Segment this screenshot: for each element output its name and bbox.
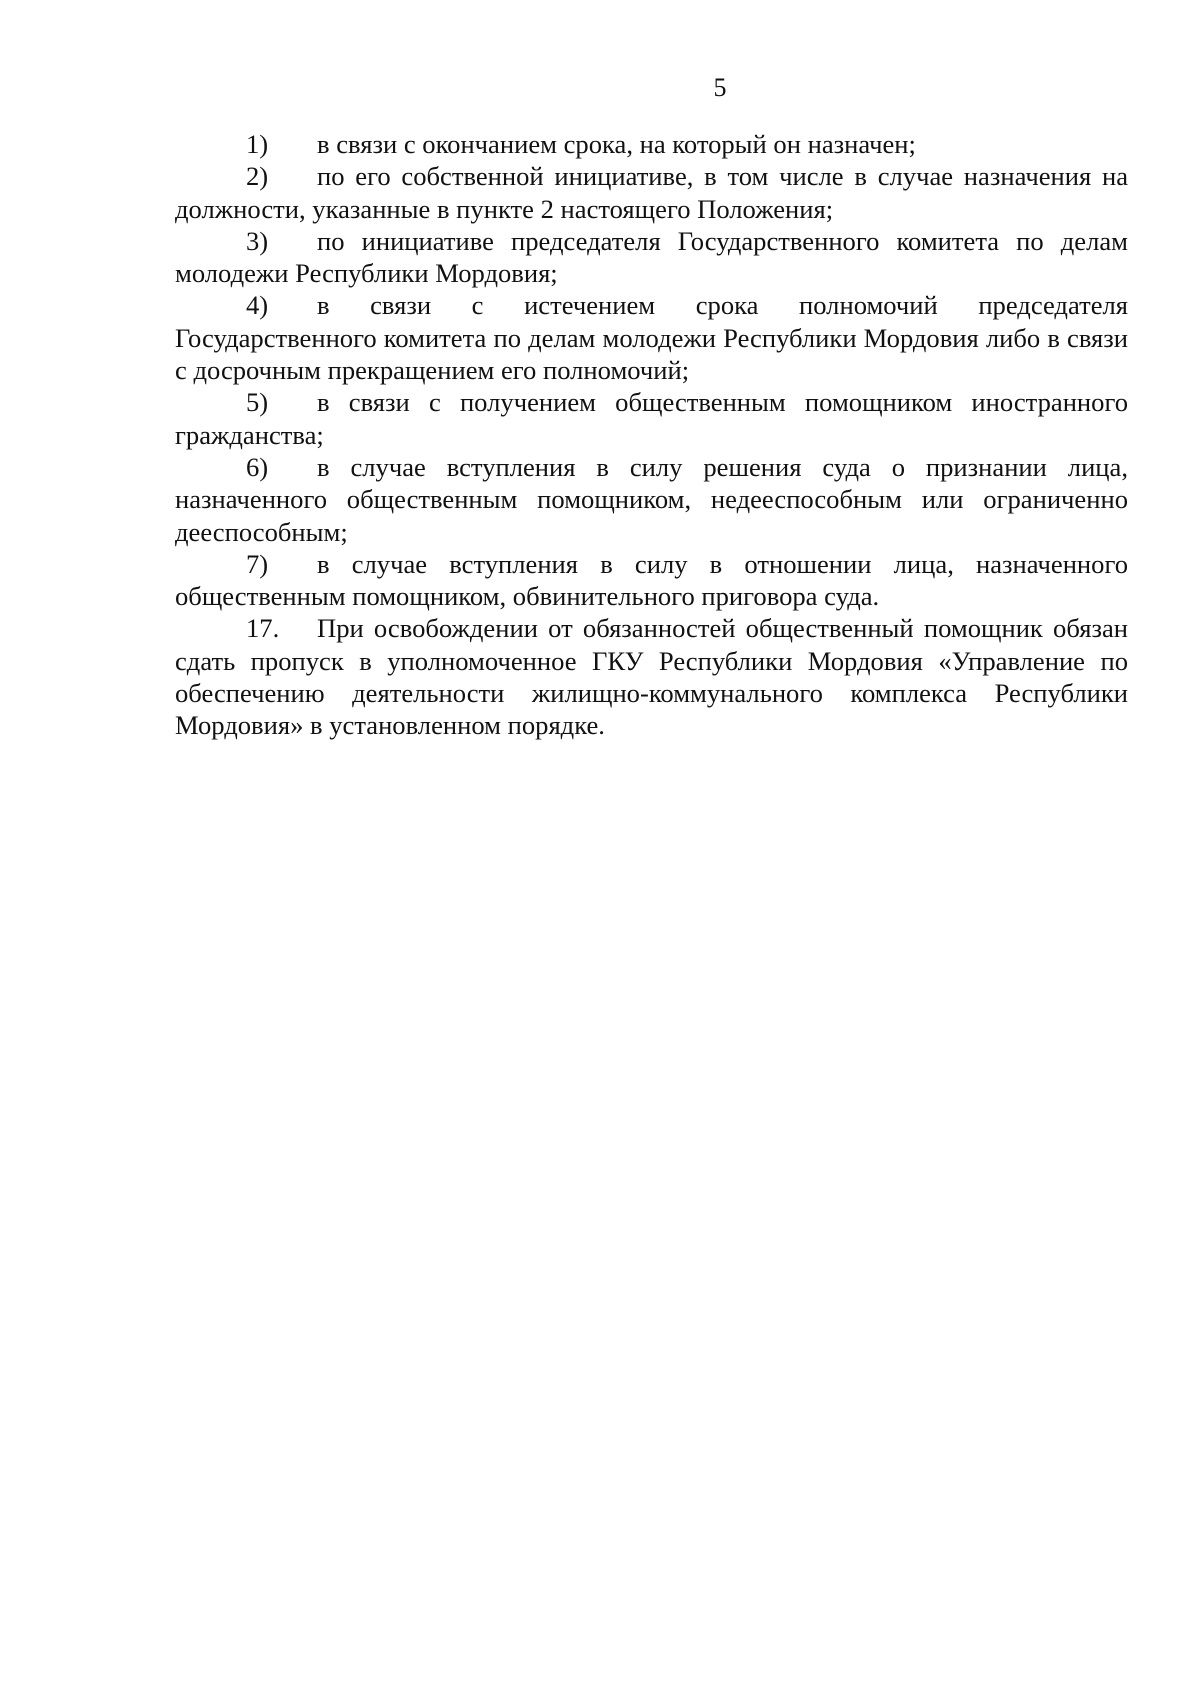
item-number: 7) <box>246 548 269 579</box>
item-text: в связи с получением общественным помощником иностранного гражданства; <box>175 387 1128 450</box>
item-number: 6) <box>246 451 269 482</box>
list-item <box>175 160 1128 225</box>
item-text: в связи с истечением срока полномочий председателя Государственного комитета по делам молодежи Республики Мордовия либо в связи с досрочным прекращением его полномочий; <box>175 290 1128 386</box>
list-item <box>175 386 1128 451</box>
page-number: 5 <box>713 73 727 102</box>
list-item <box>175 289 1128 386</box>
section-number: 17. <box>246 613 280 644</box>
list-item <box>175 548 1128 613</box>
item-text: по инициативе председателя Государственного комитета по делам молодежи Республики Мордовия; <box>175 225 1128 289</box>
item-text: по его собственной инициативе, в том числе в случае назначения на должности, указанные в пункте 2 настоящего Положения; <box>175 161 1128 224</box>
item-number: 5) <box>246 387 269 418</box>
item-number: 1) <box>246 129 269 159</box>
item-number: 4) <box>246 290 269 321</box>
section-paragraph <box>175 612 1128 741</box>
section-text: При освобождении от обязанностей общественный помощник обязан сдать пропуск в уполномоченное ГКУ Республики Мордовия «Управление по обеспечению деятельности жилищно-коммунального комплекса Республики Мордовия» в установленном порядке. <box>175 613 1128 741</box>
list-item <box>175 451 1128 548</box>
item-text: в случае вступления в силу решения суда о признании лица, назначенного общественным помощником, недееспособным или ограниченно дееспособным; <box>175 451 1128 547</box>
list-item <box>175 225 1128 290</box>
item-number: 3) <box>246 225 269 256</box>
item-text: в случае вступления в силу в отношении лица, назначенного общественным помощником, обвинительного приговора суда. <box>175 548 1128 612</box>
document-body <box>175 128 1128 742</box>
list-item <box>175 128 1128 160</box>
item-text: в связи с окончанием срока, на который он назначен; <box>317 129 916 159</box>
item-number: 2) <box>246 161 269 192</box>
